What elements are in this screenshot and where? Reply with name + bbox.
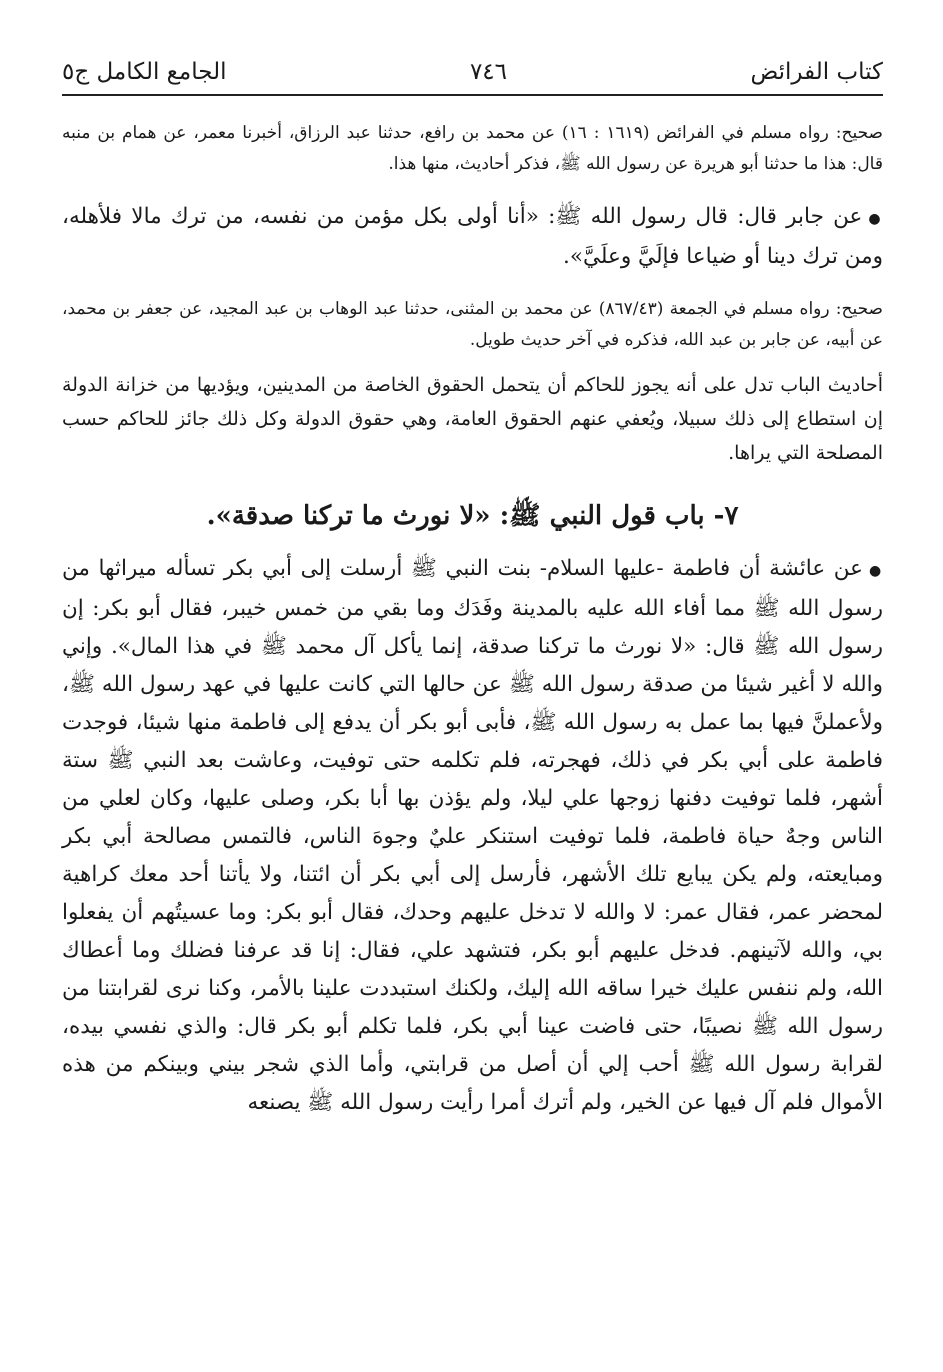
commentary: أحاديث الباب تدل على أنه يجوز للحاكم أن يتحمل الحقوق الخاصة من المدينين، ويؤديها من خزانة الدولة إن استطاع إلى ذلك سبيلا، ويُعفي عنهم الحقوق العامة، وهي حقوق الدولة وكل ذلك جائز للحاكم حسب المصلحة التي يراها. [62, 374, 883, 464]
takhrij-note-1: صحيح: رواه مسلم في الفرائض (١٦١٩ : ١٦) عن محمد بن رافع، حدثنا عبد الرزاق، أخبرنا معمر، عن همام بن منبه قال: هذا ما حدثنا أبو هريرة عن رسول الله ﷺ، فذكر أحاديث، منها هذا. [62, 123, 883, 174]
hadith-1 [62, 198, 883, 276]
header-rule [62, 94, 883, 96]
book-section-title: كتاب الفرائض [750, 59, 883, 85]
hadith-2 [62, 550, 883, 1122]
page-header [62, 48, 883, 96]
bullet-icon: ● [868, 211, 884, 227]
hadith-2-text: عن عائشة أن فاطمة -عليها السلام- بنت النبي ﷺ أرسلت إلى أبي بكر تسأله ميراثها من رسول الله ﷺ مما أفاء الله عليه بالمدينة وفَدَك وما بقي من خمس خيبر، فقال أبو بكر: إن رسول الله ﷺ قال: «لا نورث ما تركنا صدقة، إنما يأكل آل محمد ﷺ في هذا المال». وإني والله لا أغير شيئا من صدقة رسول الله ﷺ عن حالها التي كانت عليها في عهد رسول الله ﷺ، ولأعملنَّ فيها بما عمل به رسول الله ﷺ، فأبى أبو بكر أن يدفع إلى فاطمة منها شيئا، فوجدت فاطمة على أبي بكر في ذلك، فهجرته، فلم تكلمه حتى توفيت، وعاشت بعد النبي ﷺ ستة أشهر، فلما توفيت دفنها زوجها علي ليلا، ولم يؤذن بها أبا بكر، وصلى عليها، وكان لعلي من الناس وجهٌ حياة فاطمة، فلما توفيت استنكر عليٌ وجوهَ الناس، فالتمس مصالحة أبي بكر ومبايعته، ولم يكن يبايع تلك الأشهر، فأرسل إلى أبي بكر أن ائتنا، ولا يأتنا أحد معك كراهية لمحضر عمر، فقال عمر: لا والله لا تدخل عليهم وحدك، فقال أبو بكر: وما عسيتُهم أن يفعلوا بي، والله لآتينهم. فدخل عليهم أبو بكر، فتشهد علي، فقال: إنا قد عرفنا فضلك وما أعطاك الله، ولم ننفس عليك خيرا ساقه الله إليك، ولكنك استبددت علينا بالأمر، وكنا نرى لقرابتنا من رسول الله ﷺ نصيبًا، حتى فاضت عينا أبي بكر، فلما تكلم أبو بكر قال: والذي نفسي بيده، لقرابة رسول الله ﷺ أحب إلي أن أصل من قرابتي، وأما الذي شجر بيني وبينكم من هذه الأموال فلم آل فيها عن الخير، ولم أترك أمرا رأيت رسول الله ﷺ يصنعه [62, 556, 883, 1115]
hadith-1-text: عن جابر قال: قال رسول الله ﷺ: «أنا أولى بكل مؤمن من نفسه، من ترك مالا فلأهله، ومن ترك دينا أو ضياعا فإلَيَّ وعلَيَّ». [62, 204, 883, 269]
page-body [62, 118, 883, 1122]
page-number: ٧٤٦ [469, 59, 507, 85]
takhrij-note-2: صحيح: رواه مسلم في الجمعة (٨٦٧/٤٣) عن محمد بن المثنى، حدثنا عبد الوهاب بن عبد المجيد، عن جعفر بن محمد، عن أبيه، عن جابر بن عبد الله، فذكره في آخر حديث طويل. [62, 299, 883, 350]
volume-title: الجامع الكامل ج٥ [62, 59, 227, 85]
chapter-title: ٧- باب قول النبي ﷺ: «لا نورث ما تركنا صدقة». [206, 501, 739, 531]
bullet-icon: ● [869, 563, 883, 579]
